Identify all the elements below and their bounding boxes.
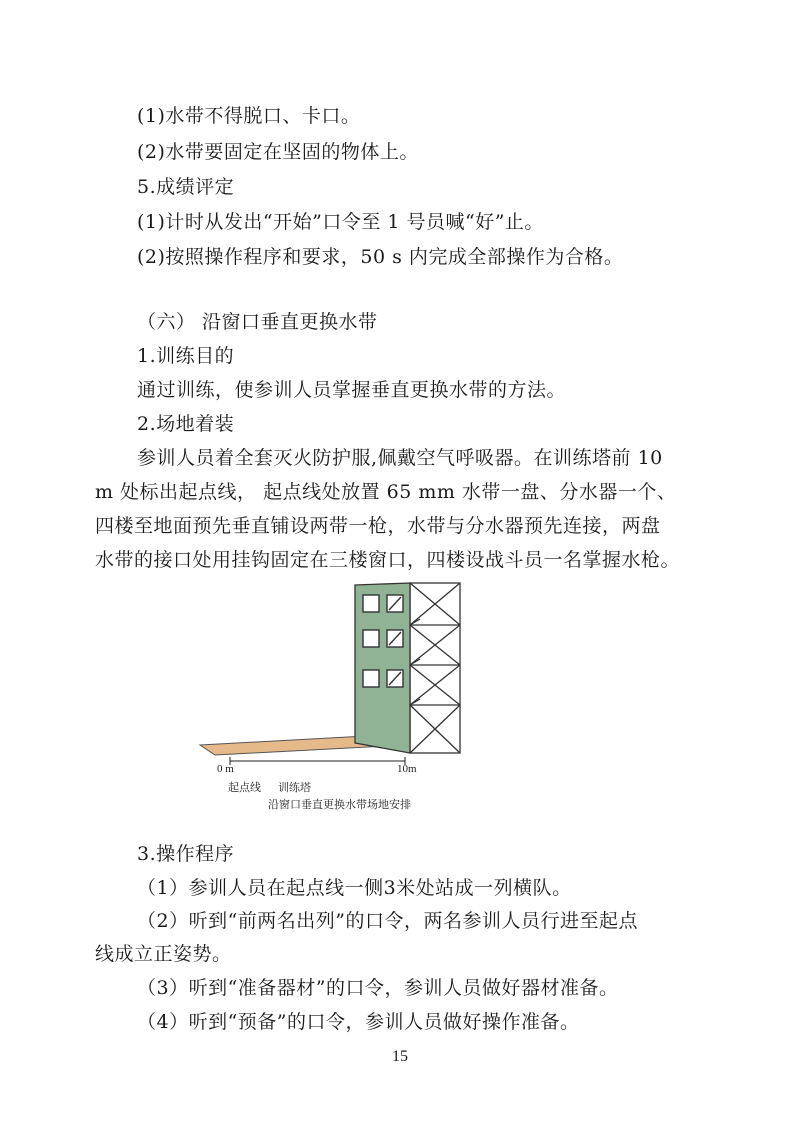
- label-10m: 10m: [397, 763, 417, 775]
- page-number: 15: [392, 1048, 408, 1065]
- text-line: m 处标出起点线， 起点线处放置 65 mm 水带一盘、分水器一个、: [95, 481, 677, 503]
- text-line: （1）参训人员在起点线一侧3米处站成一列横队。: [137, 877, 572, 899]
- label-0m: 0 m: [217, 763, 234, 775]
- text-line: (1)水带不得脱口、卡口。: [137, 105, 361, 127]
- label-training-tower: 训练塔: [278, 782, 311, 794]
- text-line: （4）听到“预备”的口令，参训人员做好操作准备。: [137, 1011, 580, 1033]
- label-start-line: 起点线: [228, 782, 261, 794]
- text-line: 四楼至地面预先垂直铺设两带一枪，水带与分水器预先连接，两盘: [95, 515, 661, 537]
- site-layout-drawing: [195, 575, 495, 780]
- section-heading: 3.操作程序: [137, 843, 235, 865]
- text-line: （2）听到“前两名出列”的口令，两名参训人员行进至起点: [137, 910, 639, 932]
- section-heading: 2.场地着装: [137, 413, 235, 435]
- text-line: 水带的接口处用挂钩固定在三楼窗口，四楼设战斗员一名掌握水枪。: [95, 549, 681, 571]
- text-line: (1)计时从发出“开始”口令至 1 号员喊“好”止。: [137, 211, 544, 233]
- section-heading: 1.训练目的: [137, 345, 235, 367]
- tower-frame: [410, 583, 460, 753]
- figure-caption: 沿窗口垂直更换水带场地安排: [268, 799, 411, 811]
- text-line: （3）听到“准备器材”的口令，参训人员做好器材准备。: [137, 977, 619, 999]
- chapter-heading: （六） 沿窗口垂直更换水带: [137, 311, 378, 333]
- text-line: (2)水带要固定在坚固的物体上。: [137, 141, 419, 163]
- text-line: 参训人员着全套灭火防护服,佩戴空气呼吸器。在训练塔前 10: [137, 447, 663, 469]
- site-layout-figure: [195, 575, 495, 780]
- text-line: (2)按照操作程序和要求，50 s 内完成全部操作为合格。: [137, 246, 624, 268]
- text-line: 通过训练，使参训人员掌握垂直更换水带的方法。: [137, 379, 567, 401]
- text-line: 线成立正姿势。: [95, 943, 232, 965]
- distance-axis: [230, 757, 405, 765]
- section-heading: 5.成绩评定: [137, 176, 235, 198]
